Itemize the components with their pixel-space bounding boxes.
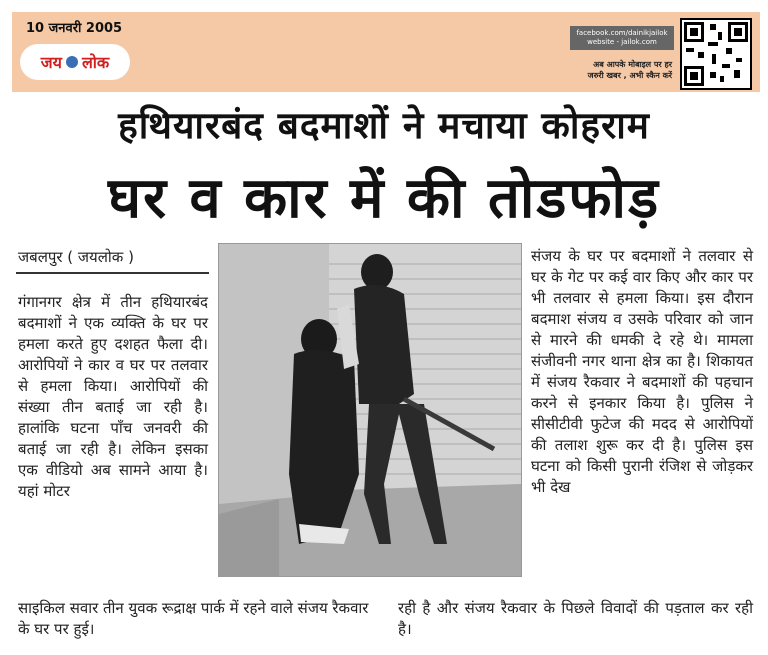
scan-prompt-line2: जरुरी खबर , अभी स्कैन करें — [587, 70, 672, 80]
article-bottom-right: रही है और संजय रैकवार के पिछले विवादों की पड़ताल कर रही है। — [398, 599, 753, 638]
website-url: website - jailok.com — [587, 37, 657, 46]
headline-line-2: घर व कार में की तोडफोड़ — [107, 166, 661, 231]
article-column-1: गंगानगर क्षेत्र में तीन हथियारबंद बदमाशों ने एक व्यक्ति के घर पर हमला करते हुए दशहत फैला दी। आरोपियों ने कार व घर पर तलवार से हमला किया। आरोपियों की संख्या तीन बताई जा रही है। हालांकि घटना पाँच जनवरी की बताई जा रही है। लेकिन इसका एक वीडियो अब सामने आया है। यहां मोटर — [18, 293, 208, 500]
qr-code-icon — [680, 18, 752, 90]
logo-right-text: लोक — [81, 53, 110, 72]
dateline-rule — [16, 272, 209, 274]
headline-line-1: हथियारबंद बदमाशों ने मचाया कोहराम — [118, 104, 650, 147]
newspaper-logo — [20, 44, 130, 80]
social-box — [570, 26, 674, 50]
scan-prompt-line1: अब आपके मोबाइल पर हर — [593, 60, 672, 69]
logo-left-text: जय — [40, 53, 62, 72]
scan-prompt — [560, 60, 672, 82]
issue-date: 10 जनवरी 2005 — [26, 21, 123, 36]
globe-icon — [66, 56, 78, 68]
cctv-scene-image — [219, 244, 521, 576]
facebook-handle: facebook.com/dainikjailok — [576, 29, 668, 37]
article-column-3: संजय के घर पर बदमाशों ने तलवार से घर के गेट पर कई वार किए और कार पर भी तलवार से हमला किया। इस दौरान बदमाश संजय व उसके परिवार को जान से मारने की धमकी दे रहे थे। मामला संजीवनी नगर थाना क्षेत्र का है। शिकायत में संजय रैकवार ने बदमाशों की पहचान करने से इनकार किया है। पुलिस ने सीसीटीवी फुटेज की मदद से आरोपियों की तलाश शुरू कर दी है। पुलिस इस घटना को किसी पुरानी रंजिश से जोड़कर भी देख — [531, 247, 753, 496]
article-bottom-left: साइकिल सवार तीन युवक रूद्राक्ष पार्क में रहने वाले संजय रैकवार के घर पर हुई। — [18, 599, 369, 638]
cctv-photo — [218, 243, 522, 577]
dateline: जबलपुर ( जयलोक ) — [18, 248, 134, 266]
